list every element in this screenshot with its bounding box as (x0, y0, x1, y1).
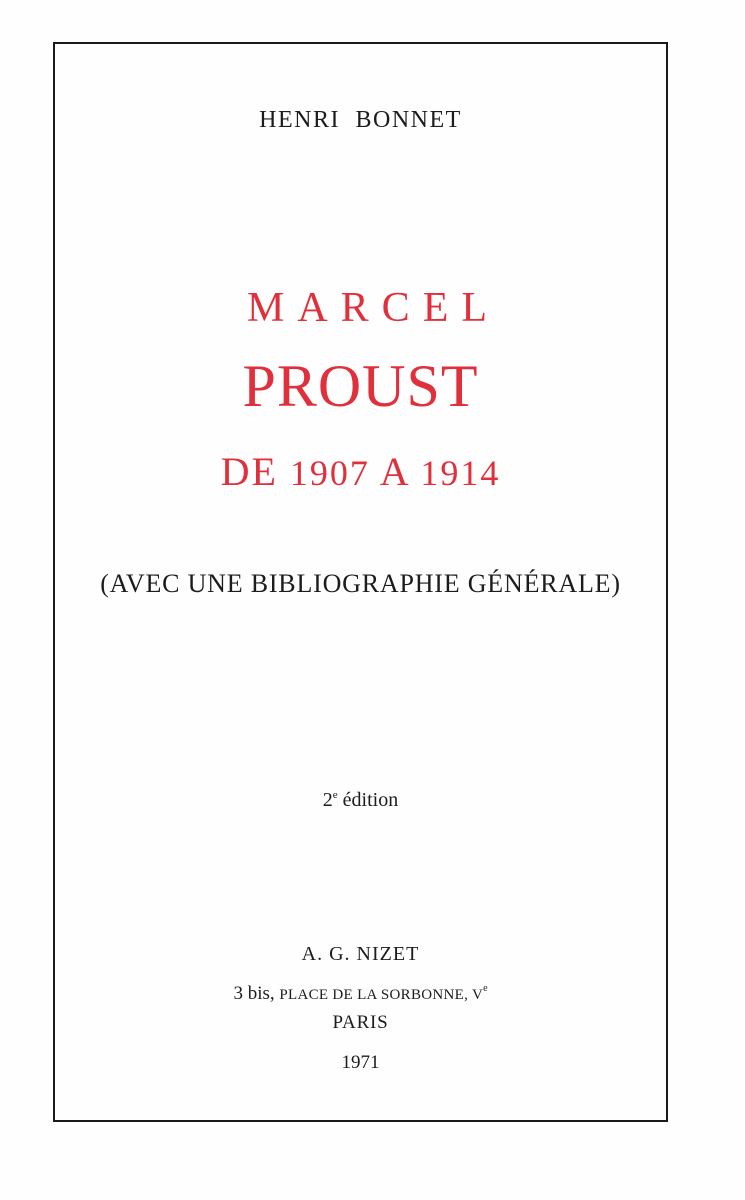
address-arrondissement-suffix: e (483, 983, 488, 994)
title-date-separator: A (379, 449, 409, 494)
author-name: HENRI BONNET (259, 107, 462, 133)
publication-year: 1971 (341, 1052, 380, 1073)
publisher-city: PARIS (332, 1012, 389, 1033)
edition-statement (53, 789, 668, 812)
subtitle: (AVEC UNE BIBLIOGRAPHIE GÉNÉRALE) (100, 569, 621, 598)
address-number: 3 bis, (233, 983, 275, 1004)
edition-ordinal-suffix: e (332, 789, 338, 801)
title-year-end: 1914 (420, 453, 501, 493)
publisher-address (53, 983, 668, 1005)
title-line-date-range (53, 448, 668, 495)
edition-number: 2 (322, 789, 333, 811)
title-line-first-name: MARCEL (246, 285, 500, 331)
edition-word: édition (342, 789, 399, 811)
title-year-start: 1907 (289, 453, 370, 493)
address-street: PLACE DE LA SORBONNE, V (279, 987, 484, 1003)
title-date-prefix: DE (220, 449, 278, 494)
title-line-last-name: PROUST (242, 353, 479, 419)
publisher-name: A. G. NIZET (301, 943, 420, 965)
